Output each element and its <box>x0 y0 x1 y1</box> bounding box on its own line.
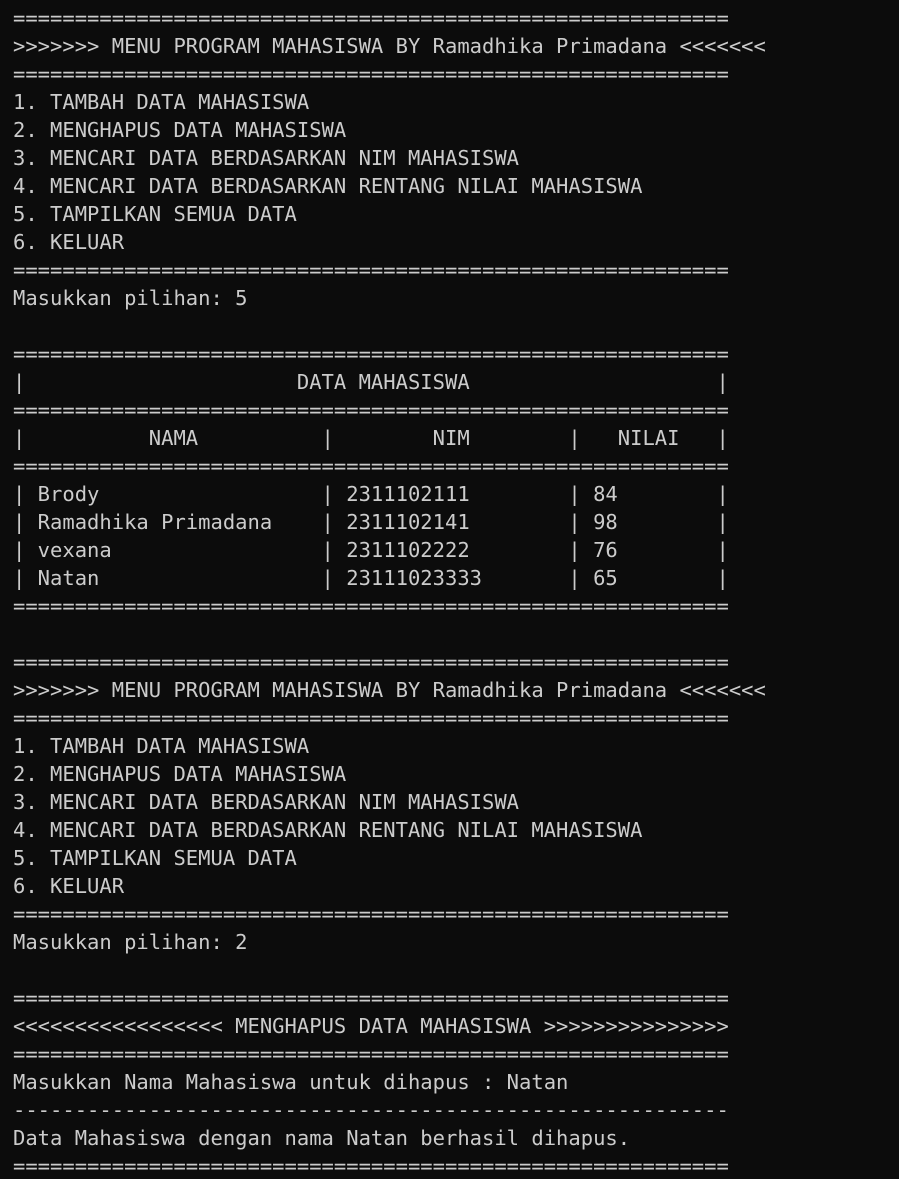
menu-item-hapus: 2. MENGHAPUS DATA MAHASISWA <box>13 762 347 786</box>
menu-item-tampilkan: 5. TAMPILKAN SEMUA DATA <box>13 846 297 870</box>
menu-item-cari-nim: 3. MENCARI DATA BERDASARKAN NIM MAHASISWA <box>13 790 520 814</box>
separator-line: ========================================================== <box>13 342 729 366</box>
separator-line: ========================================================== <box>13 258 729 282</box>
dashed-separator-line: ---------------------------------------------------------- <box>13 1098 729 1122</box>
blank-line <box>13 312 899 340</box>
separator-line: ========================================================== <box>13 902 729 926</box>
table-row: | vexana | 2311102222 | 76 | <box>13 538 729 562</box>
separator-line: ========================================================== <box>13 398 729 422</box>
blank-line <box>13 956 899 984</box>
menu-item-cari-nim: 3. MENCARI DATA BERDASARKAN NIM MAHASISWA <box>13 146 520 170</box>
menu-item-tampilkan: 5. TAMPILKAN SEMUA DATA <box>13 202 297 226</box>
terminal-output <box>13 4 899 1179</box>
menu-title: >>>>>>> MENU PROGRAM MAHASISWA BY Ramadhika Primadana <<<<<<< <box>13 34 766 58</box>
menu-item-tambah: 1. TAMBAH DATA MAHASISWA <box>13 90 310 114</box>
separator-line: ========================================================== <box>13 594 729 618</box>
menu-item-keluar: 6. KELUAR <box>13 230 125 254</box>
delete-success-message: Data Mahasiswa dengan nama Natan berhasil dihapus. <box>13 1126 631 1150</box>
table-row: | Brody | 2311102111 | 84 | <box>13 482 729 506</box>
menu-item-keluar: 6. KELUAR <box>13 874 125 898</box>
separator-line: ========================================================== <box>13 986 729 1010</box>
table-row: | Ramadhika Primadana | 2311102141 | 98 | <box>13 510 729 534</box>
delete-section-title: <<<<<<<<<<<<<<<<< MENGHAPUS DATA MAHASISWA >>>>>>>>>>>>>>> <box>13 1014 729 1038</box>
separator-line: ========================================================== <box>13 6 729 30</box>
separator-line: ========================================================== <box>13 706 729 730</box>
separator-line: ========================================================== <box>13 650 729 674</box>
blank-line <box>13 620 899 648</box>
menu-item-cari-nilai: 4. MENCARI DATA BERDASARKAN RENTANG NILAI MAHASISWA <box>13 174 643 198</box>
input-prompt-line: Masukkan pilihan: 5 <box>13 286 248 310</box>
input-prompt-line: Masukkan pilihan: 2 <box>13 930 248 954</box>
table-header: | NAMA | NIM | NILAI | <box>13 426 729 450</box>
separator-line: ========================================================== <box>13 454 729 478</box>
table-title: | DATA MAHASISWA | <box>13 370 729 394</box>
menu-item-tambah: 1. TAMBAH DATA MAHASISWA <box>13 734 310 758</box>
separator-line: ========================================================== <box>13 1042 729 1066</box>
menu-title: >>>>>>> MENU PROGRAM MAHASISWA BY Ramadhika Primadana <<<<<<< <box>13 678 766 702</box>
table-row: | Natan | 23111023333 | 65 | <box>13 566 729 590</box>
menu-item-cari-nilai: 4. MENCARI DATA BERDASARKAN RENTANG NILAI MAHASISWA <box>13 818 643 842</box>
separator-line: ========================================================== <box>13 1154 729 1178</box>
separator-line: ========================================================== <box>13 62 729 86</box>
delete-name-prompt: Masukkan Nama Mahasiswa untuk dihapus : Natan <box>13 1070 569 1094</box>
menu-item-hapus: 2. MENGHAPUS DATA MAHASISWA <box>13 118 347 142</box>
